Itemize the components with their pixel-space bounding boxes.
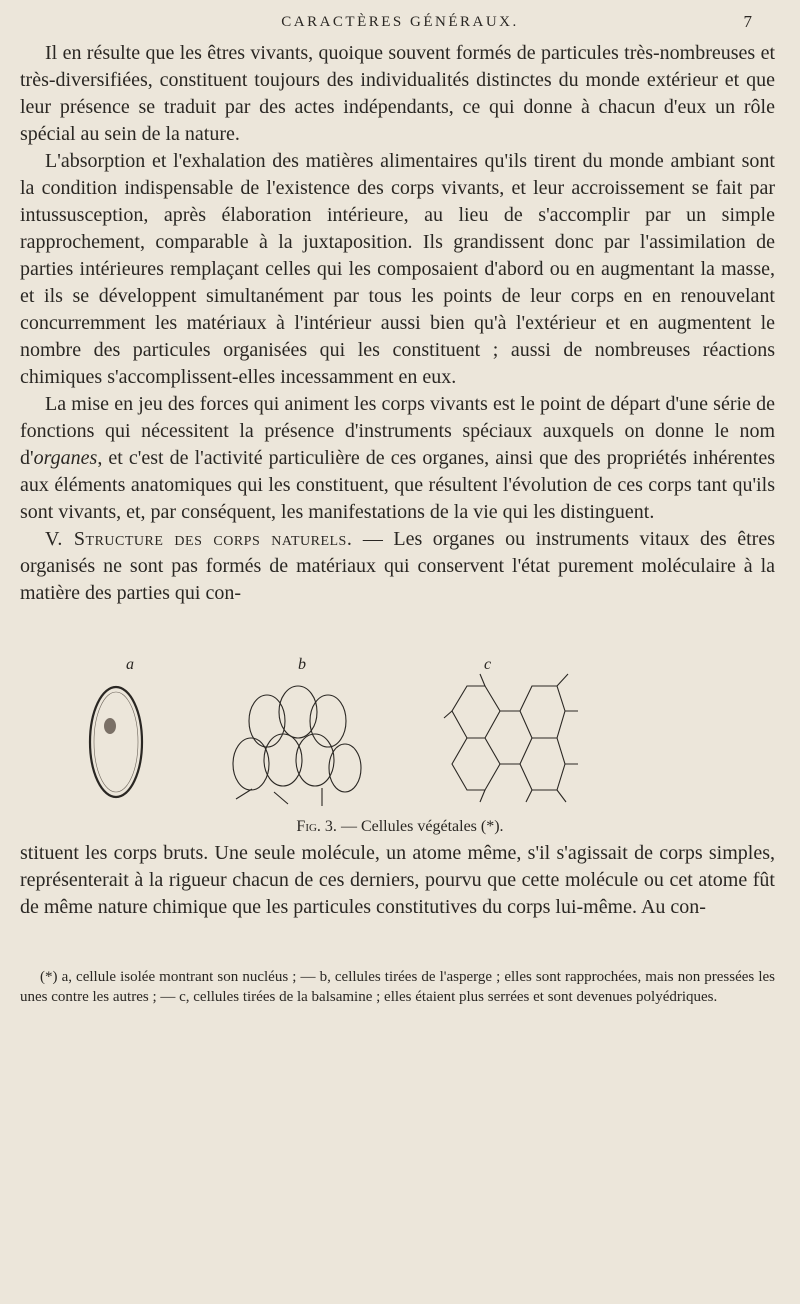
running-title: CARACTÈRES GÉNÉRAUX. [281,14,519,30]
figure-label-b: b [298,656,306,673]
paragraph-3 [20,391,775,526]
figure-caption-text: — Cellules végétales (*). [336,818,504,835]
main-text [20,40,775,607]
isolated-cell-drawing [90,687,142,797]
figure-label-a: a [126,656,134,673]
asparagus-cells-drawing [233,686,361,806]
paragraph-3-part-1: La mise en jeu des forces qui animent les corps vivants est le point de départ d'une série de fonctions qui nécessitent la présence d'instruments spéciaux auxquels on donne le nom d' [20,393,775,469]
figure-caption-label: Fig. 3. [296,818,337,835]
balsam-cells-drawing [444,674,578,802]
figure-label-c: c [484,656,492,673]
main-text-continued [20,840,775,921]
figure-caption [0,818,800,836]
paragraph-3-part-2: , et c'est de l'activité particulière de ces organes, ainsi que des propriétés inhérentes aux éléments anatomiques qui les constituent, que résultent l'évolution de ces corps tant qu'ils sont vivants, et, par conséquent, les manifestations de la vie qui les distinguent. [20,447,775,523]
paragraph-4-text: — Les organes ou instruments vitaux des êtres organisés ne sont pas formés de matériaux qui conservent l'état purement moléculaire à la matière des parties qui con- [20,528,775,604]
paragraph-1: Il en résulte que les êtres vivants, quoique souvent formés de particules très-nombreuses et très-diversifiées, constituent toujours des individualités distinctes du monde extérieur et que leur présence se traduit par des actes indépendants, ce qui donne à chacun d'eux un rôle spécial au sein de la nature. [20,42,775,145]
paragraph-4 [20,526,775,607]
page-header [40,8,760,38]
term-organes: organes [33,447,98,469]
page-number: 7 [743,12,752,31]
footnote [20,967,775,1007]
paragraph-5: stituent les corps bruts. Une seule molécule, un atome même, s'il s'agissait de corps simples, représenterait à la rigueur chacun de ces derniers, pourvu que cette molécule ou cet atome fût de même nature chimique que les particules constitutives du corps lui-même. Au con- [20,842,775,918]
paragraph-2: L'absorption et l'exhalation des matières alimentaires qu'ils tirent du monde ambiant sont la condition indispensable de l'existence des corps vivants, et leur accroissement se fait par intussusception, après élaboration intérieure, au lieu de s'accomplir par un simple rapprochement, comparable à la juxtaposition. Ils grandissent donc par l'assimilation de parties intérieures remplaçant celles qui les composaient d'abord ou en augmentant la masse, et ils se développent simultanément par tous les points de leur corps en en renouvelant concurremment les matériaux à l'intérieur aussi bien qu'à l'extérieur et en augmentent le nombre des particules organisées qui les constituent ; aussi de nombreuses réactions chimiques s'accomplissent-elles incessamment en eux. [20,150,775,388]
section-heading: V. Structure des corps naturels. [45,528,353,550]
figure-cells [60,656,740,806]
cells-drawing [60,656,740,806]
footnote-text: (*) a, cellule isolée montrant son nucléus ; — b, cellules tirées de l'asperge ; elles sont rapprochées, mais non pressées les unes contre les autres ; — c, cellules tirées de la balsamine ; elles étaient plus serrées et sont devenues polyédriques. [20,969,775,1005]
